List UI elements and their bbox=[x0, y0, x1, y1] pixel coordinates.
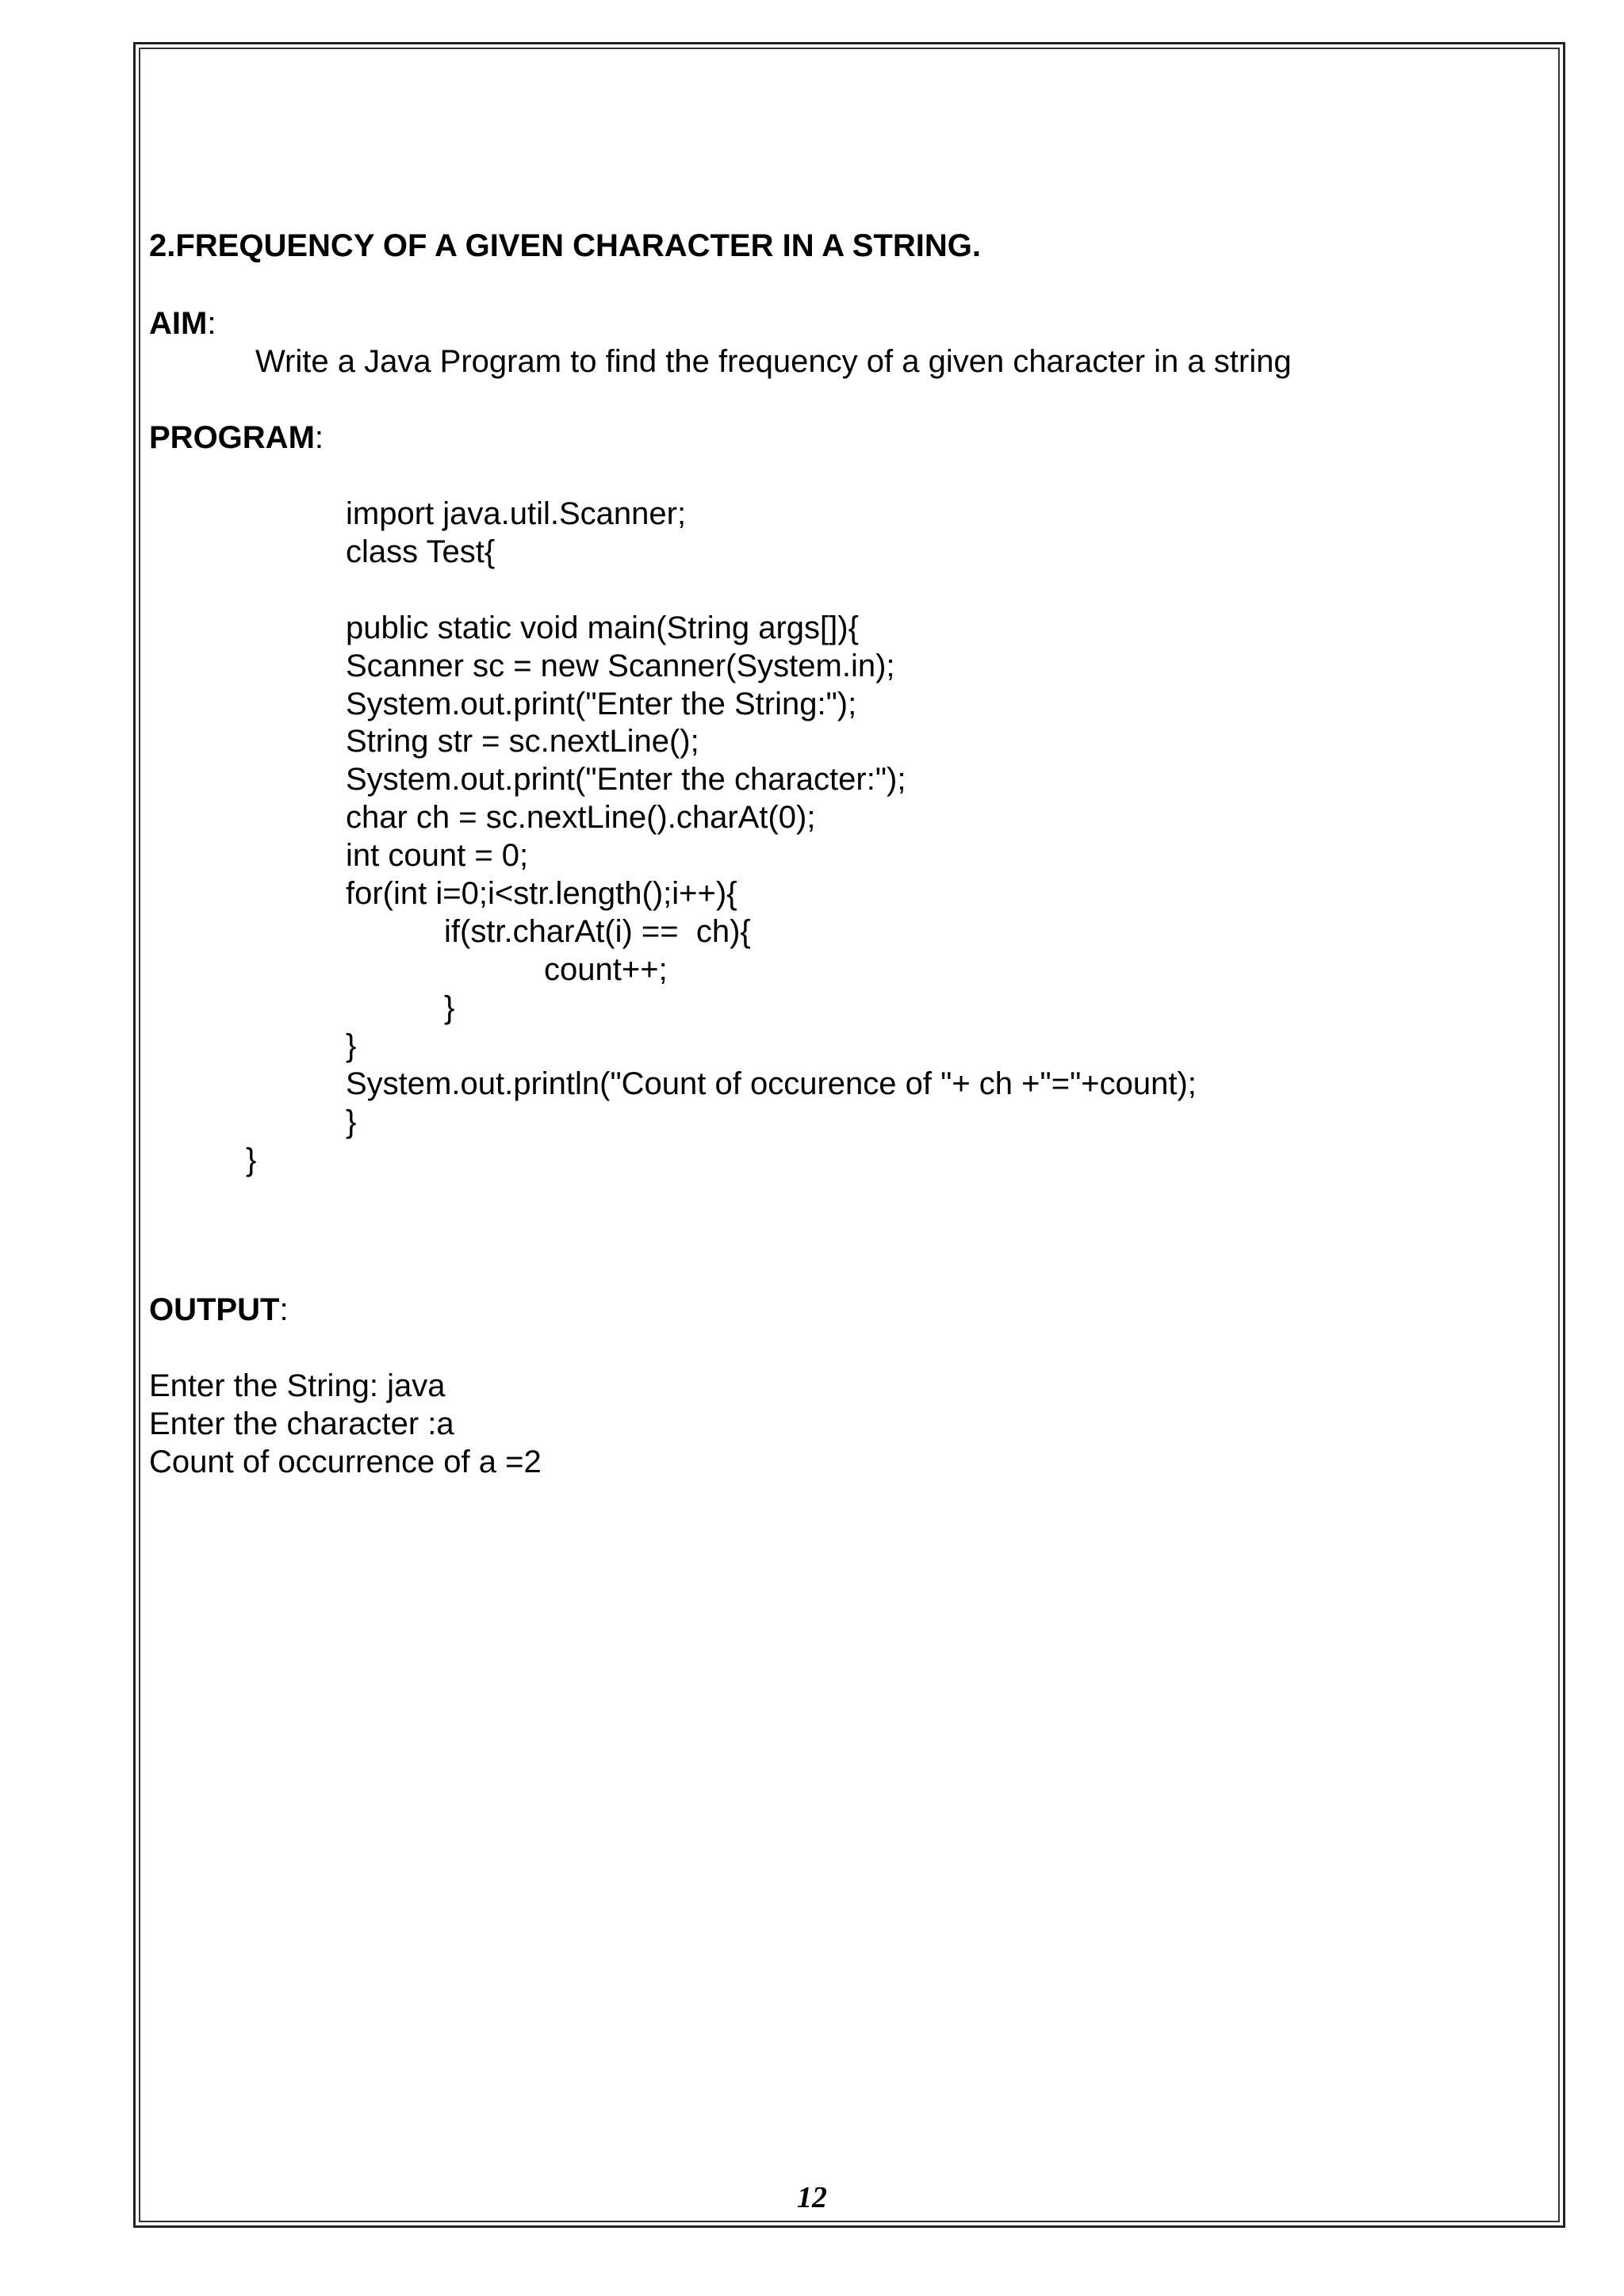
code-line: } bbox=[444, 990, 455, 1025]
code-line: String str = sc.nextLine(); bbox=[346, 724, 699, 759]
program-label: PROGRAM bbox=[149, 420, 315, 455]
code-line: } bbox=[346, 1104, 357, 1139]
code-line: System.out.print("Enter the character:"); bbox=[346, 762, 906, 797]
aim-heading bbox=[149, 304, 216, 342]
code-line: class Test{ bbox=[346, 534, 496, 569]
output-label: OUTPUT bbox=[149, 1292, 280, 1327]
aim-colon: : bbox=[207, 306, 216, 341]
output-colon: : bbox=[279, 1292, 289, 1327]
aim-text: Write a Java Program to find the frequency of a given character in a string bbox=[255, 344, 1292, 379]
code-line: count++; bbox=[544, 952, 668, 987]
code-line: import java.util.Scanner; bbox=[346, 496, 687, 531]
code-line: for(int i=0;i<str.length();i++){ bbox=[346, 876, 737, 911]
code-line: if(str.charAt(i) == ch){ bbox=[444, 914, 751, 949]
aim-label: AIM bbox=[149, 306, 208, 341]
code-line: Scanner sc = new Scanner(System.in); bbox=[346, 649, 895, 683]
program-heading bbox=[149, 419, 324, 457]
output-line: Enter the String: java bbox=[149, 1368, 446, 1403]
code-line: int count = 0; bbox=[346, 838, 529, 873]
code-line: System.out.print("Enter the String:"); bbox=[346, 687, 857, 721]
document-title: 2.FREQUENCY OF A GIVEN CHARACTER IN A STRING. bbox=[149, 228, 981, 263]
code-line: char ch = sc.nextLine().charAt(0); bbox=[346, 800, 816, 835]
code-line: System.out.println("Count of occurence of "+ ch +"="+count); bbox=[346, 1066, 1197, 1101]
output-heading bbox=[149, 1291, 289, 1329]
page-number: 12 bbox=[797, 2181, 827, 2214]
code-line: } bbox=[346, 1028, 357, 1063]
code-line: } bbox=[246, 1142, 257, 1177]
output-line: Count of occurrence of a =2 bbox=[149, 1445, 542, 1479]
code-line: public static void main(String args[]){ bbox=[346, 610, 859, 645]
program-colon: : bbox=[314, 420, 324, 455]
output-line: Enter the character :a bbox=[149, 1406, 454, 1441]
